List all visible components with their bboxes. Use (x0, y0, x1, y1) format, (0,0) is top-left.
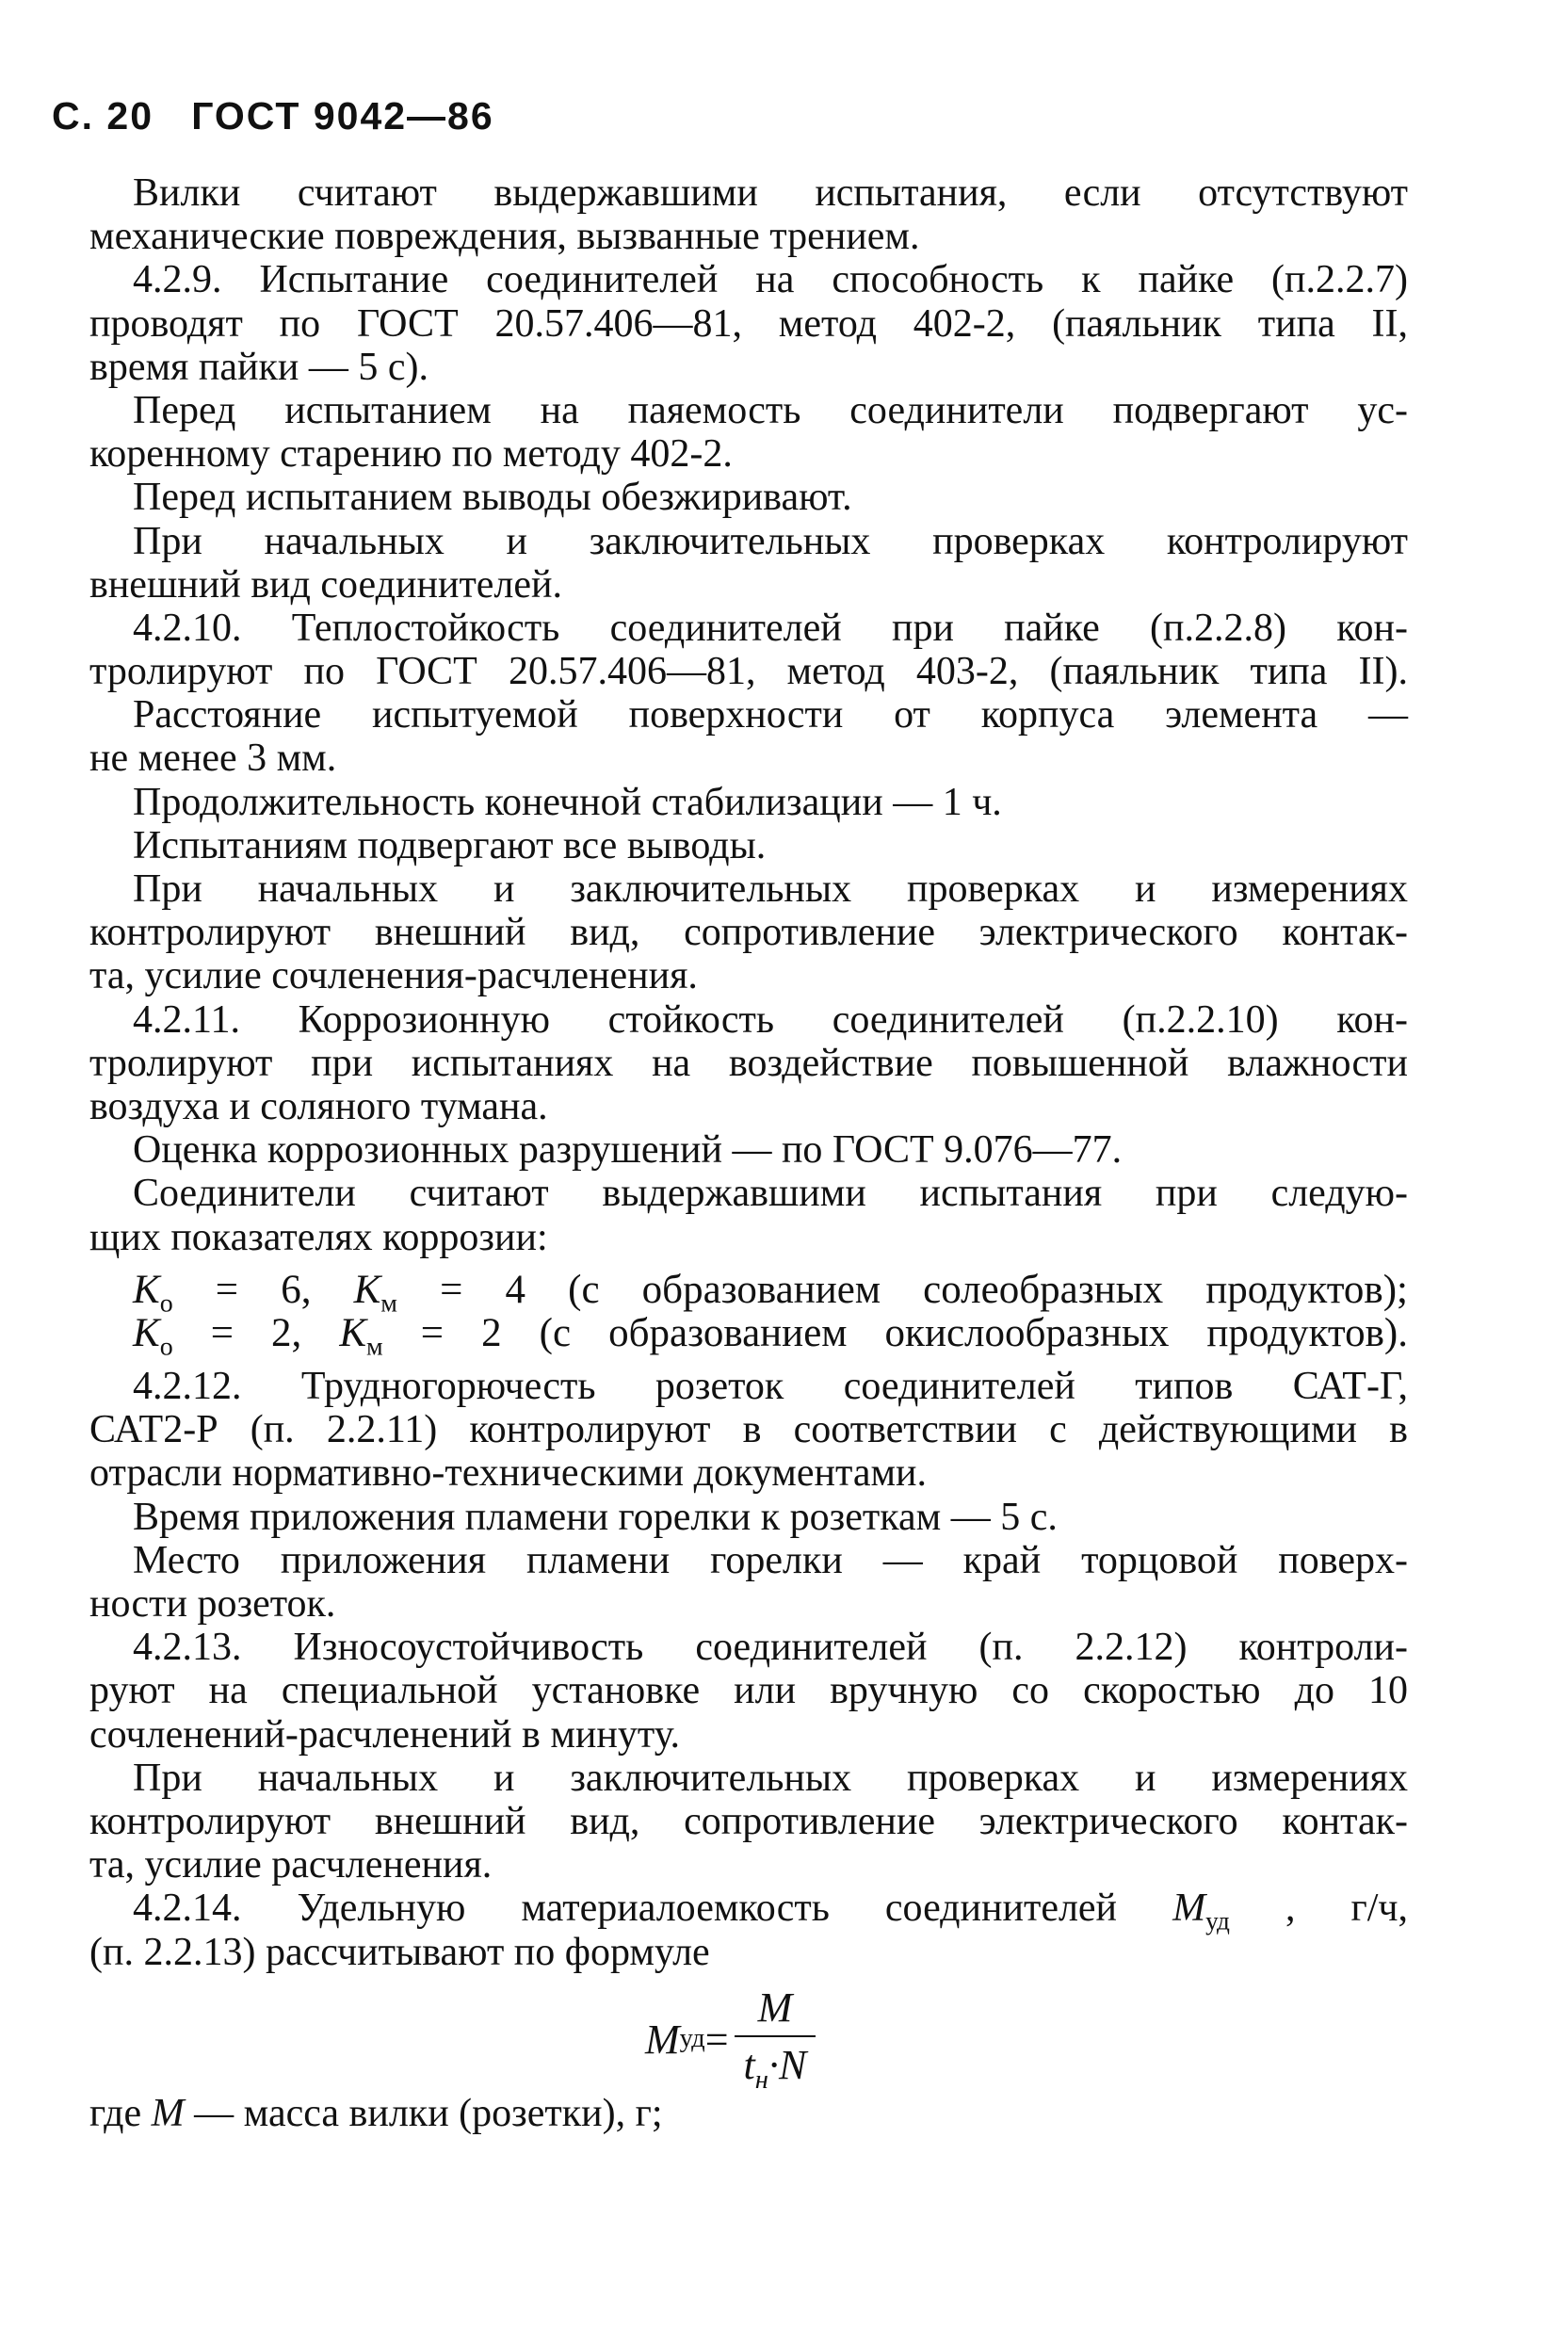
formula-fraction: $\frac{M}{t_н\cdot N}$ (735, 1984, 816, 2096)
text-line: сочленений-расчленений в минуту. (89, 1712, 680, 1757)
text-line: При начальных и заключительных проверках и измерениях (133, 867, 1408, 911)
text-line: 4.2.12. Трудногорючесть розеток соединителей типов САТ-Г, (133, 1365, 1408, 1409)
text-line: При начальных и заключительных проверках контролируют (133, 519, 1408, 563)
paragraphs-block-2 (89, 1365, 1408, 1887)
text-line: Расстояние испытуемой поверхности от корпуса элемента — (133, 693, 1408, 737)
text-line: проводят по ГОСТ 20.57.406—81, метод 402-2, (паяльник типа II, (89, 301, 1408, 346)
text-line: механические повреждения, вызванные трением. (89, 215, 920, 259)
text-line: коренному старению по методу 402-2. (89, 432, 733, 477)
text-line: тролируют при испытаниях на воздействие повышенной влажности (89, 1041, 1408, 1085)
text-line: Испытаниям подвергают все выводы. (133, 823, 767, 867)
text-line: 4.2.9. Испытание соединителей на способность к пайке (п.2.2.7) (133, 258, 1408, 302)
text-line: При начальных и заключительных проверках и измерениях (133, 1756, 1408, 1800)
corrosion-indicator-line: $K_о = 2$, $K_м = 2$ (с образованием окислообразных продуктов). (133, 1310, 1408, 1362)
text-line: контролируют внешний вид, сопротивление электрического контак- (89, 911, 1408, 955)
text-line: руют на специальной установке или вручную со скоростью до 10 (89, 1669, 1408, 1713)
text-line: 4.2.11. Коррозионную стойкость соединителей (п.2.2.10) кон- (133, 997, 1408, 1042)
formula-block (89, 1974, 1408, 2095)
text-line: время пайки — 5 с). (89, 345, 428, 389)
text-line: внешний вид соединителей. (89, 562, 563, 607)
text-line: ности розеток. (89, 1582, 336, 1626)
document-code: ГОСТ 9042—86 (191, 94, 494, 138)
text-line: не менее 3 мм. (89, 737, 337, 781)
text-line: 4.2.10. Теплостойкость соединителей при пайке (п.2.2.8) кон- (133, 606, 1408, 650)
text-line: отрасли нормативно-техническими документами. (89, 1451, 928, 1496)
text-line: Вилки считают выдержавшими испытания, если отсутствуют (133, 171, 1408, 215)
corrosion-indicators (89, 1267, 1408, 1362)
text-line: контролируют внешний вид, сопротивление электрического контак- (89, 1799, 1408, 1843)
text-line: Соединители считают выдержавшими испытания при следую- (133, 1172, 1408, 1216)
formula: M уд = $\frac{M}{t_н\cdot N}$ (645, 1984, 816, 2096)
page-header (52, 94, 494, 138)
text-line: тролируют по ГОСТ 20.57.406—81, метод 403-2, (паяльник типа II). (89, 650, 1408, 694)
paragraphs-block-1 (89, 171, 1408, 1259)
text-line: воздуха и соляного тумана. (89, 1084, 548, 1128)
section-4-2-14-line-2: (п. 2.2.13) рассчитывают по формуле (89, 1930, 710, 1974)
section-4-2-14-line: 4.2.14. Удельную материалоемкость соединителей $M_{уд}$ , г/ч, (133, 1887, 1408, 1935)
text-line: Место приложения пламени горелки — край торцовой поверх- (133, 1538, 1408, 1582)
text-line: САТ2-Р (п. 2.2.11) контролируют в соответствии с действующими в (89, 1408, 1408, 1452)
where-line: где M — масса вилки (розетки), г; (89, 2091, 663, 2135)
text-line: Время приложения пламени горелки к розеткам — 5 с. (133, 1495, 1058, 1539)
text-line: Перед испытанием выводы обезжиривают. (133, 476, 852, 520)
text-line: 4.2.13. Износоустойчивость соединителей (п. 2.2.12) контроли- (133, 1626, 1408, 1670)
text-line: Оценка коррозионных разрушений — по ГОСТ 9.076—77. (133, 1128, 1123, 1173)
body-text (89, 171, 1408, 2135)
page-label: С. 20 (52, 94, 154, 138)
text-line: та, усилие расчленения. (89, 1843, 493, 1887)
text-line: Продолжительность конечной стабилизации — 1 ч. (133, 780, 1002, 824)
text-line: та, усилие сочленения-расчленения. (89, 954, 698, 998)
text-line: щих показателях коррозии: (89, 1215, 548, 1259)
text-line: Перед испытанием на паяемость соединители подвергают ус- (133, 388, 1408, 432)
corrosion-indicator-line: $K_о = 6$, $K_м = 4$ (с образованием солеобразных продуктов); (133, 1267, 1408, 1319)
